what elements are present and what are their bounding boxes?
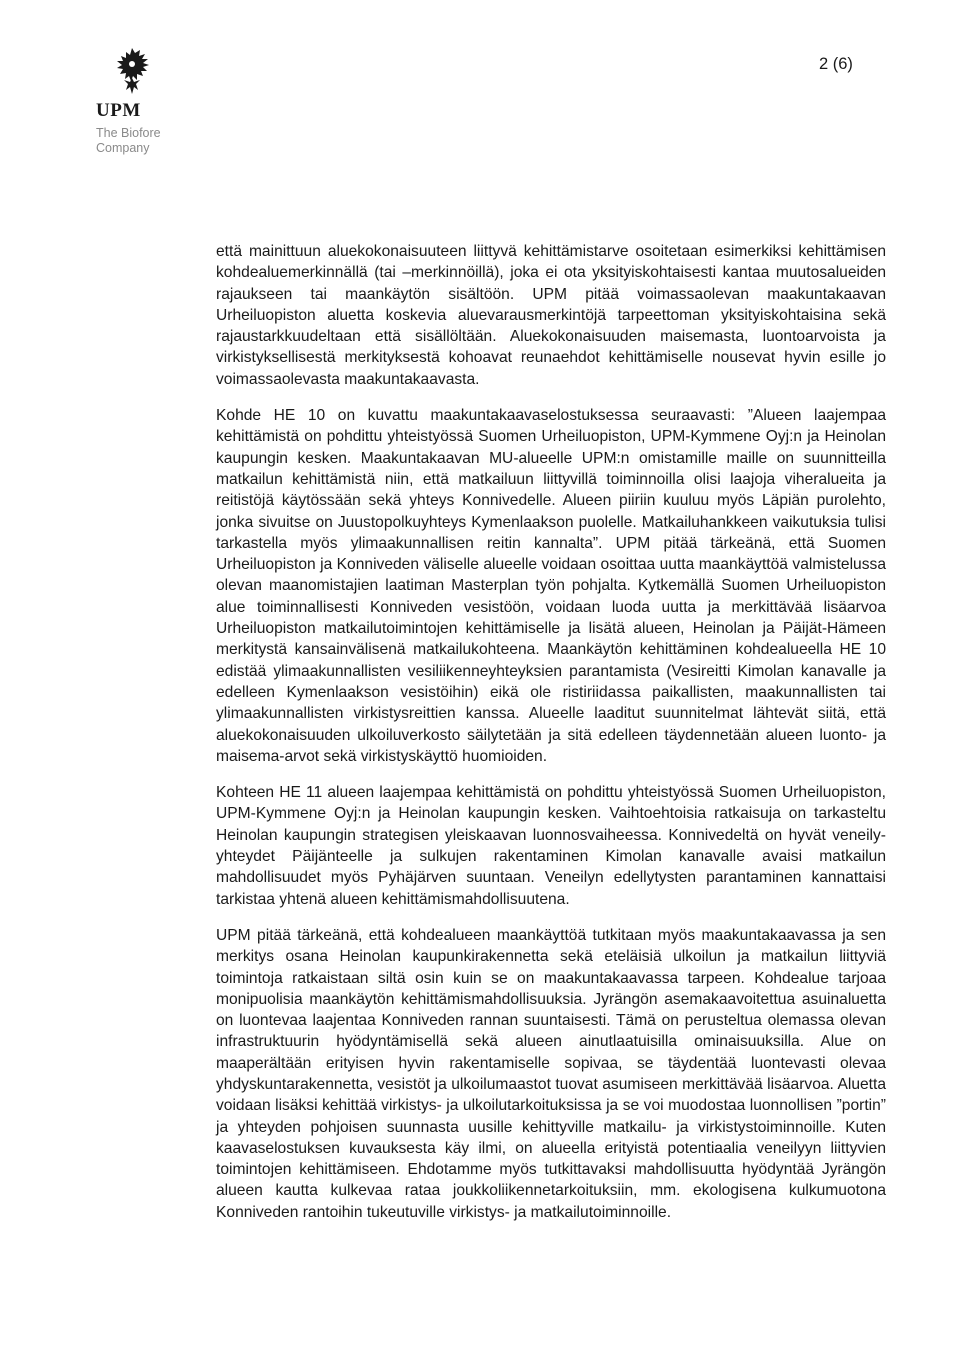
logo-tagline-line-2: Company xyxy=(96,141,150,155)
paragraph: UPM pitää tärkeänä, että kohdealueen maankäyttöä tutkitaan myös maakuntakaavassa ja sen merkitys osana Heinolan kaupunkirakennetta sekä eteläisiä ulkoilun ja matkailun liittyviä toimintoja ratkaistaan siltä osin kuin se on maakuntakaavassa tarpeen. Kohdealue tarjoaa monipuolisia maankäytön kehittämismahdollisuuksia. Jyrängön asemakaavoitettua asuinaluetta on luontevaa laajentaa Konniveden rannan suuntaisesti. Tämä on perusteltua olemassa olevan infrastruktuurin hyödyntämisellä sekä alueen ainutlaatuisilla ominaisuuksilla. Alue on maaperältään erityisen hyvin rakentamiselle sopivaa, se täydentää luontevasti olevaa yhdyskuntarakennetta, vesistöt ja ulkoilumaastot tuovat asumiseen merkittävää lisäarvoa. Aluetta voidaan lisäksi kehittää virkistys- ja ulkoilutarkoituksissa ja se voi muodostaa luonnollisen ”portin” ja yhteyden pohjoisen suunnasta uusille kehittyville matkailu- ja virkistystoiminnoille. Kuten kaavaselostuksen kuvauksesta käy ilmi, on alueella erityistä potentiaalia veneilyyn liittyvien toimintojen kehittämiseen. Ehdotamme myös tutkittavaksi mahdollisuutta hyödyntää Jyrängön alueen kautta kulkevaa rataa joukkoliikennetarkoituksiin, mm. ekologisena kulkumuotona Konniveden rantoihin tukeutuville virkistys- ja matkailutoiminnoille. xyxy=(216,926,886,1221)
griffin-emblem-icon xyxy=(104,44,160,98)
paragraph: Kohde HE 10 on kuvattu maakuntakaavaselostuksessa seuraavasti: ”Alueen laajempaa kehittämistä on pohdittu yhteistyössä Suomen Urheiluopiston, UPM-Kymmene Oyj:n ja Heinolan kaupungin kesken. Maakuntakaavan MU-alueelle UPM:n omistamille maille on suunnitteilla matkailun kehittämistä niin, että matkailuun liittyvillä toiminnoilla olisi laajoja viheralueita ja reitistöjä käytössään sekä yhteys Konnivedelle. Alueen piiriin kuuluu myös Läpiän purolehto, jonka sivuitse on Juustopolkuyhteys Kymenlaakson puolelle. Matkailuhankkeen vaikutuksia tulisi tarkastella myös ylimaakunnallisen reitin kannalta”. UPM pitää tärkeänä, että Suomen Urheiluopiston ja Konniveden väliselle alueelle voidaan osoittaa uutta maankäyttöä valmistelussa olevan maanomistajien laatiman Masterplan työn pohjalta. Kytkemällä Suomen Urheiluopiston alue toiminnallisesti Konniveden vesistöön, voidaan luoda uutta ja merkittävää lisäarvoa Urheiluopiston matkailutoimintojen kehittämiselle ja lisätä alueen, Heinolan ja Päijät-Hämeen merkitystä kansainvälisenä matkailukohteena. Maankäytön kehittäminen kohdealueella HE 10 edistää ylimaakunnallisten vesiliikenneyhteyksien parantamista (Vesireitti Kimolan kanavalle ja edelleen Kymenlaakson vesistöihin) eikä ole ristiriidassa paikallisten, maakunnallisten tai ylimaakunnallisten virkistysreittien kanssa. Alueelle laaditut suunnitelmat lähtevät siitä, että aluekokonaisuuden ulkoiluverkosto säilytetään ja sitä edelleen täydennetään alueen luonto- ja maisema-arvot sekä virkistyskäyttö huomioiden. xyxy=(216,407,886,765)
paragraph: Kohteen HE 11 alueen laajempaa kehittämistä on pohdittu yhteistyössä Suomen Urheiluopiston, UPM-Kymmene Oyj:n ja Heinolan kaupungin kesken. Vaihtoehtoisia ratkaisuja on tarkasteltu Heinolan kaupungin strategisen yleiskaavan luonnosvaiheessa. Konnivedeltä on hyvät veneily-yhteydet Päijänteelle ja sulkujen rakentaminen Kimolan kanavalle avaisi matkailun mahdollisuudet myös Pyhäjärven suuntaan. Veneilyn edellytysten parantaminen kannattaisi tarkistaa yhtenä alueen kehittämismahdollisuutena. xyxy=(216,784,886,908)
company-logo xyxy=(96,44,186,156)
page-number: 2 (6) xyxy=(819,55,853,73)
logo-tagline-line-1: The Biofore xyxy=(96,126,161,140)
document-body xyxy=(216,241,886,1238)
logo-wordmark: UPM xyxy=(96,100,141,121)
paragraph: että mainittuun aluekokonaisuuteen liittyvä kehittämistarve osoitetaan esimerkiksi kehittämisen kohdealuemerkinnällä (tai –merkinnöillä), joka ei ota yksityiskohtaisesti kantaa muutosalueiden rajaukseen tai maankäytön sisältöön. UPM pitää voimassaolevan maakuntakaavan Urheiluopiston aluetta koskevia aluevarausmerkintöjä tarpeettoman yksityiskohtaisina sekä rajaustarkkuudeltaan että sisällöltään. Aluekokonaisuuden maisemasta, luontoarvoista ja virkistyksellisestä merkityksestä kohoavat reunaehdot kehittämiselle nousevat hyvin esille jo voimassaolevasta maakuntakaavasta. xyxy=(216,243,886,388)
